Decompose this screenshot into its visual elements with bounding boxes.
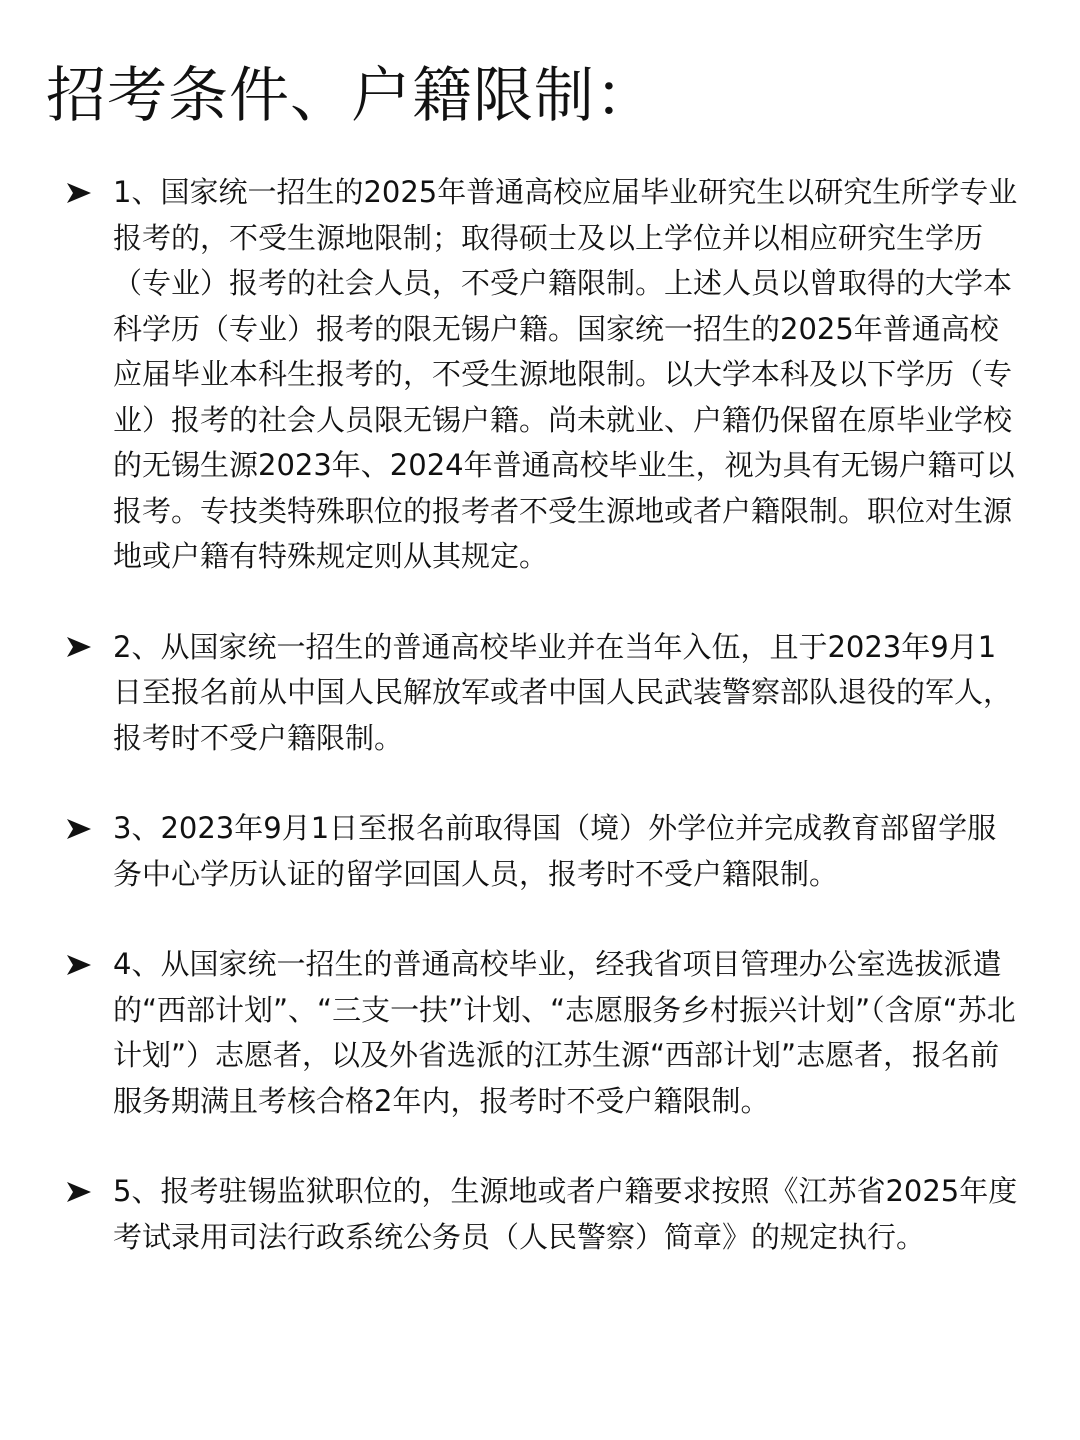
list-item-text: 5、报考驻锡监狱职位的，生源地或者户籍要求按照《江苏省2025年度考试录用司法行政系统公务员（人民警察）简章》的规定执行。 — [113, 1174, 1018, 1254]
requirements-list — [66, 170, 1024, 1260]
list-item-text: 2、从国家统一招生的普通高校毕业并在当年入伍，且于2023年9月1日至报名前从中国人民解放军或者中国人民武装警察部队退役的军人，报考时不受户籍限制。 — [113, 629, 1013, 755]
list-item — [66, 1169, 1024, 1260]
arrow-bullet-icon — [66, 1169, 94, 1215]
arrow-bullet-icon — [66, 625, 94, 671]
list-item — [66, 625, 1024, 762]
arrow-bullet-icon — [66, 806, 94, 852]
list-item — [66, 170, 1024, 580]
arrow-bullet-icon — [66, 942, 94, 988]
list-item — [66, 942, 1024, 1124]
list-item — [66, 806, 1024, 897]
list-item-text: 3、2023年9月1日至报名前取得国（境）外学位并完成教育部留学服务中心学历认证的留学回国人员，报考时不受户籍限制。 — [113, 811, 997, 891]
page-title: 招考条件、户籍限制： — [46, 61, 656, 131]
list-item-text: 1、国家统一招生的2025年普通高校应届毕业研究生以研究生所学专业报考的，不受生源地限制；取得硕士及以上学位并以相应研究生学历（专业）报考的社会人员，不受户籍限制。上述人员以曾取得的大学本科学历（专业）报考的限无锡户籍。国家统一招生的2025年普通高校应届毕业本科生报考的，不受生源地限制。以大学本科及以下学历（专业）报考的社会人员限无锡户籍。尚未就业、户籍仍保留在原毕业学校的无锡生源2023年、2024年普通高校毕业生，视为具有无锡户籍可以报考。专技类特殊职位的报考者不受生源地或者户籍限制。职位对生源地或户籍有特殊规定则从其规定。 — [113, 175, 1018, 573]
arrow-bullet-icon — [66, 170, 94, 216]
list-item-text: 4、从国家统一招生的普通高校毕业，经我省项目管理办公室选拔派遣的“西部计划”、“三支一扶”计划、“志愿服务乡村振兴计划”（含原“苏北计划”）志愿者，以及外省选派的江苏生源“西部计划”志愿者，报名前服务期满且考核合格2年内，报考时不受户籍限制。 — [113, 947, 1016, 1118]
